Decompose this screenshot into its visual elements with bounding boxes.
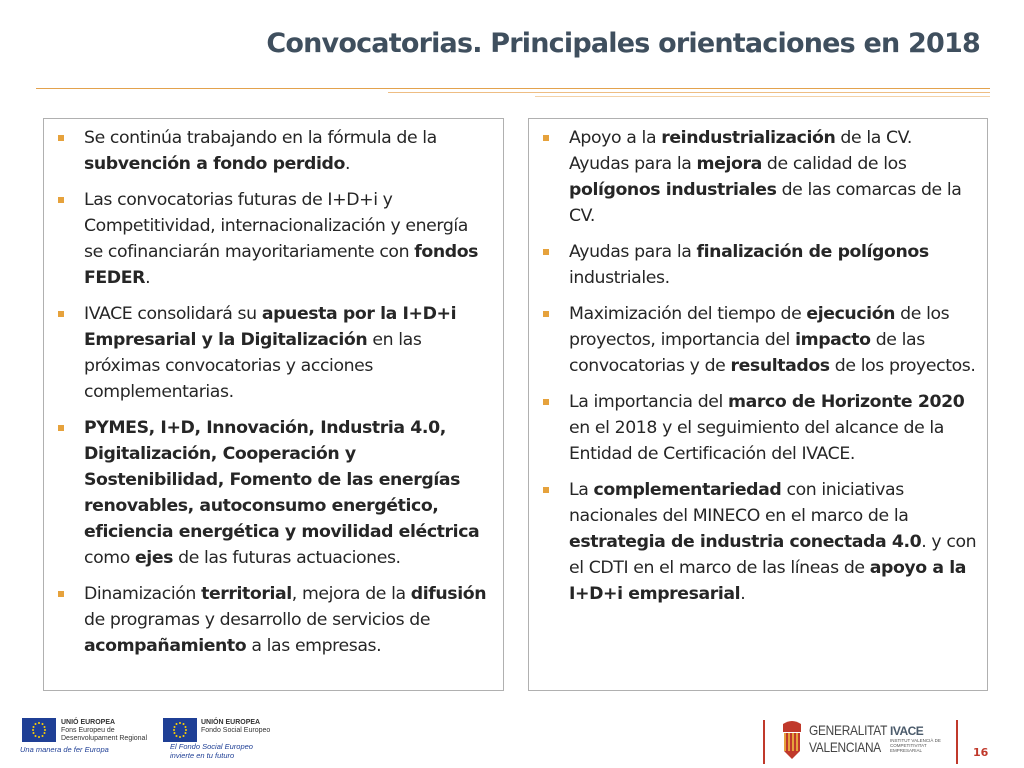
esf-logo-text bbox=[201, 719, 270, 735]
bullet-text-bold: marco de Horizonte 2020 bbox=[728, 392, 965, 412]
right-bullet-list bbox=[543, 125, 977, 607]
left-bullet-list bbox=[58, 125, 489, 659]
bullet-text-bold: complementariedad bbox=[593, 480, 782, 500]
generalitat-line1: GENERALITAT bbox=[809, 722, 888, 738]
bullet-text: La bbox=[569, 480, 594, 500]
bullet-text: Las convocatorias futuras de I+D+i y Competitividad, internacionalización y energía se cofinanciarán mayoritariamente con bbox=[84, 190, 468, 262]
bullet-text: Ayudas para la bbox=[569, 242, 697, 262]
bullet-text: Apoyo a la bbox=[569, 128, 662, 148]
bullet-item bbox=[543, 301, 977, 379]
bullet-text: . bbox=[740, 584, 746, 604]
esf-slogan-line1: El Fondo Social Europeo bbox=[170, 742, 253, 751]
bullet-text-bold: territorial bbox=[201, 584, 292, 604]
title-underline-secondary bbox=[388, 92, 990, 93]
bullet-text: de la CV. Ayudas para la bbox=[569, 128, 912, 174]
bullet-text: de las futuras actuaciones. bbox=[173, 548, 401, 568]
bullet-text-bold: mejora bbox=[696, 154, 762, 174]
bullet-text: con iniciativas nacionales del MINECO en el marco de la bbox=[569, 480, 909, 526]
esf-line1: Fondo Social Europeo bbox=[201, 727, 271, 734]
bullet-text: IVACE consolidará su bbox=[84, 304, 262, 324]
right-panel bbox=[528, 118, 988, 691]
bullet-text: de los proyectos, importancia del bbox=[569, 304, 950, 350]
erdf-line1: Fons Europeu de bbox=[61, 727, 115, 734]
esf-slogan-line2: invierte en tu futuro bbox=[170, 751, 235, 760]
bullet-text: de los proyectos. bbox=[829, 356, 976, 376]
erdf-line2: Desenvolupament Regional bbox=[61, 735, 147, 742]
bullet-text: de las comarcas de la CV. bbox=[569, 180, 962, 226]
footer bbox=[0, 706, 1024, 768]
divider bbox=[763, 720, 765, 764]
erdf-title: UNIÓ EUROPEA bbox=[61, 719, 116, 726]
bullet-text: industriales. bbox=[569, 268, 670, 288]
eu-flag-icon bbox=[163, 718, 197, 742]
bullet-text: . y con el CDTI en el marco de las líneas de bbox=[569, 532, 977, 578]
bullet-text: Dinamización bbox=[84, 584, 202, 604]
bullet-square-icon bbox=[543, 487, 549, 493]
bullet-text: . bbox=[145, 268, 151, 288]
esf-slogan bbox=[170, 742, 253, 760]
bullet-text: Maximización del tiempo de bbox=[569, 304, 807, 324]
generalitat-logo-text bbox=[809, 722, 887, 756]
bullet-text: de las convocatorias y de bbox=[569, 330, 925, 376]
bullet-text: en el 2018 y el seguimiento del alcance de la Entidad de Certificación del IVACE. bbox=[569, 418, 944, 464]
page-number: 16 bbox=[973, 746, 989, 759]
bullet-item bbox=[58, 187, 489, 291]
page-title: Convocatorias. Principales orientaciones en 2018 bbox=[266, 28, 980, 59]
bullet-text-bold: finalización de polígonos bbox=[696, 242, 929, 262]
divider bbox=[956, 720, 958, 764]
bullet-item bbox=[58, 301, 489, 405]
bullet-text-bold: apuesta por la I+D+i Empresarial y la Digitalización bbox=[84, 304, 457, 350]
bullet-item bbox=[543, 239, 977, 291]
bullet-text: . bbox=[345, 154, 351, 174]
bullet-text-bold: difusión bbox=[410, 584, 487, 604]
bullet-text: como bbox=[84, 548, 135, 568]
bullet-text: de programas y desarrollo de servicios de bbox=[84, 610, 431, 630]
bullet-text-bold: acompañamiento bbox=[84, 636, 247, 656]
bullet-text-bold: estrategia de industria conectada 4.0 bbox=[569, 532, 922, 552]
title-underline bbox=[36, 88, 990, 89]
bullet-text-bold: polígonos industriales bbox=[569, 180, 777, 200]
left-panel bbox=[43, 118, 504, 691]
bullet-text-bold: ejecución bbox=[806, 304, 896, 324]
bullet-item bbox=[58, 125, 489, 177]
bullet-item bbox=[543, 389, 977, 467]
bullet-square-icon bbox=[58, 311, 64, 317]
bullet-text-bold: fondos FEDER bbox=[84, 242, 479, 288]
bullet-square-icon bbox=[543, 249, 549, 255]
title-underline-tertiary bbox=[535, 96, 990, 97]
bullet-text: de calidad de los bbox=[761, 154, 907, 174]
eu-flag-icon bbox=[22, 718, 56, 742]
bullet-text-bold: apoyo a la I+D+i empresarial bbox=[569, 558, 967, 604]
bullet-square-icon bbox=[543, 135, 549, 141]
bullet-square-icon bbox=[543, 311, 549, 317]
bullet-square-icon bbox=[58, 197, 64, 203]
erdf-logo-text bbox=[61, 719, 147, 743]
bullet-text-bold: ejes bbox=[134, 548, 174, 568]
bullet-item bbox=[58, 415, 489, 571]
bullet-text: La importancia del bbox=[569, 392, 728, 412]
ivace-subtitle: INSTITUT VALENCIÀ DE COMPETITIVITAT EMPRESARIAL bbox=[890, 738, 941, 753]
generalitat-crest-icon bbox=[779, 718, 805, 760]
esf-title: UNIÓN EUROPEA bbox=[201, 719, 261, 726]
erdf-slogan: Una manera de fer Europa bbox=[20, 745, 109, 754]
bullet-item bbox=[58, 581, 489, 659]
bullet-item bbox=[543, 125, 977, 229]
bullet-text: en las próximas convocatorias y acciones complementarias. bbox=[84, 330, 422, 402]
bullet-item bbox=[543, 477, 977, 607]
bullet-text-bold: reindustrialización bbox=[661, 128, 836, 148]
bullet-text-bold: resultados bbox=[730, 356, 830, 376]
bullet-text: , mejora de la bbox=[291, 584, 411, 604]
bullet-text-bold: subvención a fondo perdido bbox=[84, 154, 345, 174]
bullet-text: Se continúa trabajando en la fórmula de la bbox=[84, 128, 437, 148]
ivace-logo: IVACE bbox=[890, 724, 924, 738]
bullet-text-bold: impacto bbox=[795, 330, 871, 350]
bullet-square-icon bbox=[58, 135, 64, 141]
bullet-square-icon bbox=[58, 425, 64, 431]
bullet-square-icon bbox=[543, 399, 549, 405]
bullet-text-bold: PYMES, I+D, Innovación, Industria 4.0, Digitalización, Cooperación y Sostenibilidad, Fomento de las energías renovables, autoconsumo energético, eficiencia energética y movilidad eléctrica bbox=[84, 418, 480, 542]
generalitat-line2: VALENCIANA bbox=[809, 739, 881, 755]
bullet-text: a las empresas. bbox=[246, 636, 382, 656]
bullet-square-icon bbox=[58, 591, 64, 597]
